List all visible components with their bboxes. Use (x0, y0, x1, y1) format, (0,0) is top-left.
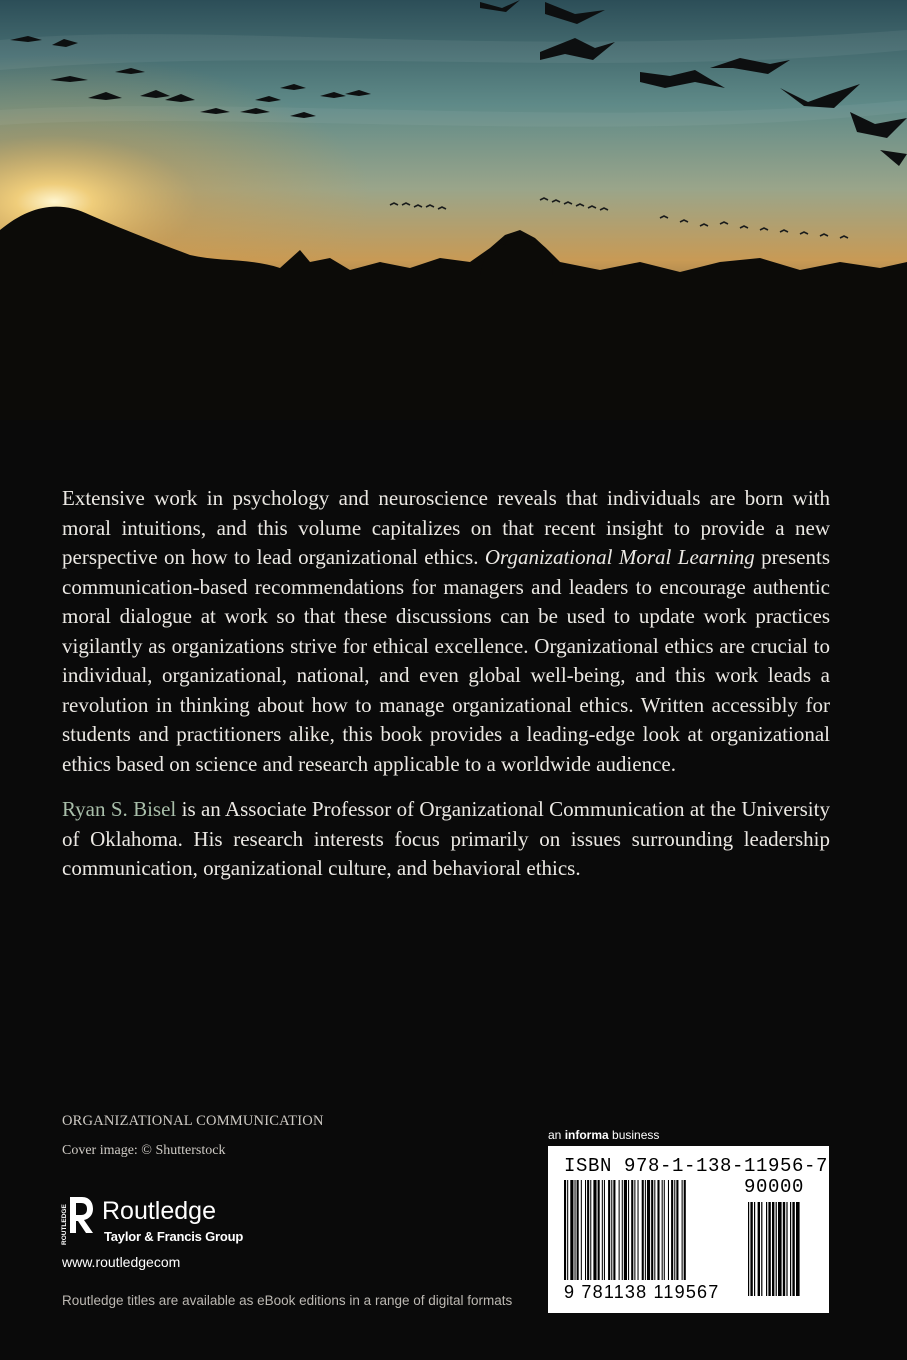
price-code: 90000 (744, 1176, 805, 1198)
informa-tagline: an informa business (548, 1128, 660, 1142)
publisher-logo (60, 1195, 260, 1251)
barcode-bar (604, 1180, 605, 1280)
barcode-bar (647, 1180, 650, 1280)
routledge-logo-icon (60, 1195, 94, 1249)
isbn-barcode (548, 1146, 829, 1313)
birds-icon (10, 0, 907, 166)
addon-bar (768, 1202, 770, 1296)
addon-bar (772, 1202, 774, 1296)
barcode-bar (671, 1180, 673, 1280)
barcode-bar (624, 1180, 627, 1280)
barcode-bar (642, 1180, 644, 1280)
barcode-bar (645, 1180, 646, 1280)
barcode-bar (570, 1180, 573, 1280)
isbn-label: ISBN 978-1-138-11956-7 (564, 1155, 829, 1177)
barcode-bar (674, 1180, 675, 1280)
barcode-bar (631, 1180, 633, 1280)
barcode-bar (590, 1180, 591, 1280)
publisher-website[interactable]: www.routledgecom (62, 1254, 181, 1270)
addon-bar (750, 1202, 752, 1296)
author-bio-text: is an Associate Professor of Organizational Communication at the University of Oklahoma. His research interests focus primarily on issues surrounding leadership communication, organizational culture, and behavioral ethics. (62, 797, 830, 880)
barcode-bar (613, 1180, 615, 1280)
barcode-bar (587, 1180, 589, 1280)
addon-bar (796, 1202, 800, 1296)
addon-bar (792, 1202, 794, 1296)
distant-birds-icon (390, 198, 848, 238)
barcode-bar (575, 1180, 576, 1280)
landscape-silhouette (0, 0, 907, 420)
barcode-bar (593, 1180, 596, 1280)
description-text: Extensive work in psychology and neuroscience reveals that individuals are born with moral intuitions, and this volume capitalizes on that recent insight to provide a new perspective on how to lead organizational ethics. (62, 486, 830, 569)
barcode-bar (608, 1180, 610, 1280)
barcode-bar (638, 1180, 639, 1280)
addon-bar (761, 1202, 762, 1296)
barcode-bar (564, 1180, 566, 1280)
barcode-bar (651, 1180, 653, 1280)
book-title-italic: Organizational Moral Learning (484, 545, 755, 569)
subject-category: ORGANIZATIONAL COMMUNICATION (62, 1113, 324, 1129)
barcode-bar (676, 1180, 678, 1280)
tree-cluster (480, 234, 553, 275)
barcode-bar (654, 1180, 655, 1280)
cover-credit: Cover image: © Shutterstock (62, 1143, 226, 1158)
barcode-bar (662, 1180, 663, 1280)
barcode-bar (682, 1180, 683, 1280)
barcode-bar (585, 1180, 586, 1280)
barcode-bar (567, 1180, 568, 1280)
publisher-group: Taylor & Francis Group (104, 1229, 244, 1244)
addon-bar (783, 1202, 785, 1296)
barcode-bar (602, 1180, 603, 1280)
addon-bar (766, 1202, 767, 1296)
barcode-bar (577, 1180, 579, 1280)
addon-bar (748, 1202, 749, 1296)
ebook-note: Routledge titles are available as eBook editions in a range of digital formats (62, 1293, 513, 1308)
barcode-bar (634, 1180, 635, 1280)
barcode-bar (581, 1180, 582, 1280)
barcode-bar (628, 1180, 629, 1280)
book-description (62, 484, 830, 779)
addon-bar (776, 1202, 777, 1296)
author-name: Ryan S. Bisel (62, 797, 177, 821)
barcode-bar (611, 1180, 612, 1280)
barcode-bar (668, 1180, 669, 1280)
barcode-bar (684, 1180, 686, 1280)
barcode-bar (657, 1180, 659, 1280)
author-bio (62, 795, 830, 884)
barcode-bar (622, 1180, 623, 1280)
addon-bar (778, 1202, 782, 1296)
addon-bar (754, 1202, 755, 1296)
addon-bar (786, 1202, 787, 1296)
publisher-name: Routledge (102, 1197, 216, 1225)
description-text-continued: presents communication-based recommendations for managers and leaders to encourage authentic moral dialogue at work so that these discussions can be used to update work practices vigilantly as organizations strive for ethical excellence. Organizational ethics are crucial to individual, organizational, national, and even global well-being, and this work leads a revolution in thinking about how to manage organizational ethics. Written accessibly for students and practitioners alike, this book provides a leading-edge look at organizational ethics based on science and research applicable to a worldwide audience. (62, 545, 830, 776)
addon-bar (758, 1202, 760, 1296)
routledge-vertical-text: ROUTLEDGE (61, 1204, 68, 1245)
tree-line (0, 207, 907, 420)
barcode-bar (598, 1180, 600, 1280)
barcode-bar (619, 1180, 620, 1280)
addon-bar (790, 1202, 791, 1296)
ean-digits: 9 781138 119567 (564, 1282, 720, 1302)
barcode-bar (664, 1180, 665, 1280)
